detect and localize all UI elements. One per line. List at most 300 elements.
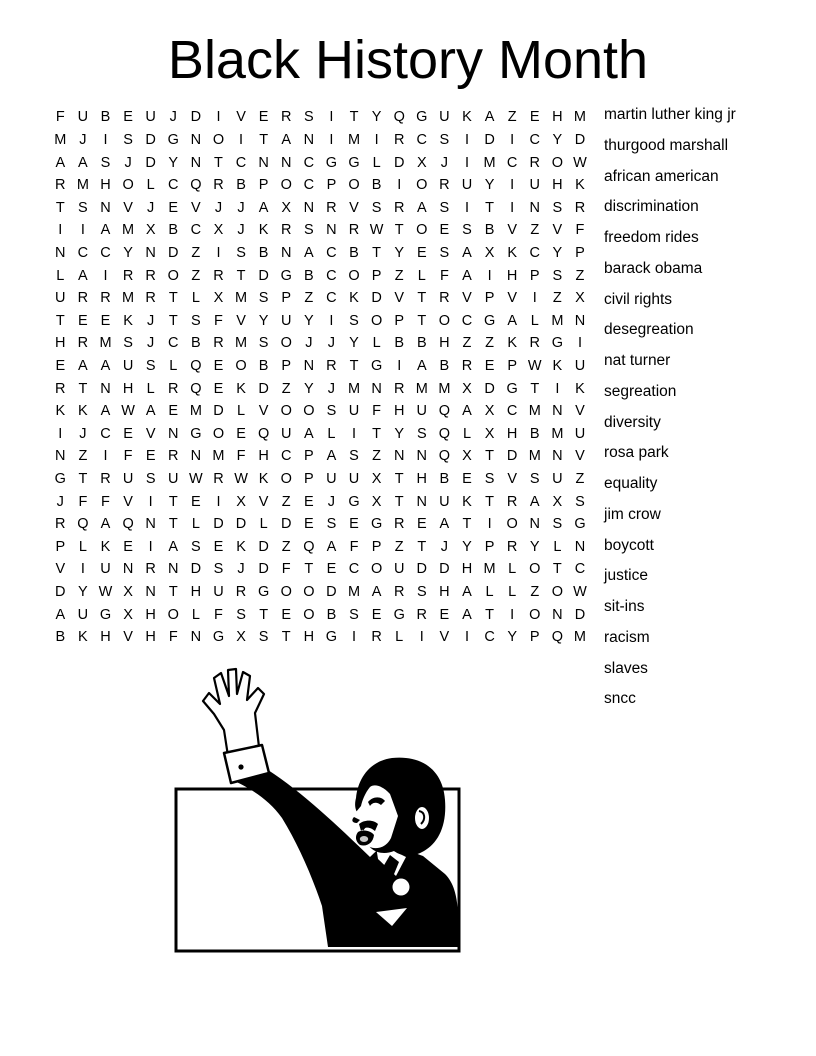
grid-cell: Q (438, 403, 451, 420)
grid-cell: Z (281, 493, 291, 510)
grid-cell: H (55, 335, 66, 352)
grid-cell: P (507, 358, 517, 374)
grid-cell: O (529, 606, 541, 623)
grid-cell: U (55, 290, 66, 307)
grid-cell: A (78, 154, 88, 171)
grid-cell: Y (529, 538, 540, 555)
grid-cell: C (326, 290, 337, 307)
tongue (360, 836, 368, 842)
grid-cell: S (236, 244, 246, 261)
grid-cell: O (235, 358, 247, 374)
grid-cell: W (527, 358, 542, 374)
grid-cell: L (169, 358, 178, 374)
grid-cell: R (122, 267, 134, 284)
grid-cell: Z (394, 538, 404, 555)
grid-cell: M (551, 312, 564, 329)
grid-cell: E (484, 358, 495, 374)
grid-cell: D (258, 267, 269, 284)
grid-cell: I (487, 267, 492, 284)
grid-cell: Q (190, 177, 202, 194)
grid-cell: K (507, 244, 517, 261)
grid-cell: O (348, 177, 360, 194)
grid-cell: F (372, 403, 382, 420)
grid-cell: U (168, 471, 179, 488)
grid-cell: V (258, 493, 269, 510)
grid-cell: M (212, 448, 225, 465)
grid-cell: L (327, 425, 336, 442)
grid-cell: I (352, 425, 357, 442)
grid-cell: F (55, 109, 65, 126)
grid-cell: I (103, 267, 108, 284)
grid-cell: J (214, 199, 223, 216)
grid-cell: Y (78, 584, 88, 601)
grid-cell: C (100, 425, 111, 442)
grid-cell: C (574, 561, 586, 578)
grid-cell: M (415, 380, 428, 397)
grid-cell: Z (575, 267, 585, 284)
grid-cell: E (326, 561, 337, 578)
grid-cell: G (551, 335, 563, 352)
grid-cell: O (303, 606, 315, 623)
grid-cell: Y (349, 335, 359, 352)
grid-cell: G (190, 425, 202, 442)
grid-cell: U (574, 425, 586, 442)
grid-cell: R (168, 380, 179, 397)
grid-cell: N (552, 403, 563, 420)
grid-cell: X (145, 222, 156, 239)
grid-cell: H (552, 177, 563, 194)
grid-cell: T (349, 358, 359, 374)
grid-cell: S (78, 199, 88, 216)
grid-cell: V (575, 448, 585, 465)
grid-cell: S (236, 606, 246, 623)
grid-cell: V (507, 471, 517, 488)
grid-cell: H (190, 584, 202, 601)
grid-cell: Z (304, 290, 314, 307)
grid-cell: P (394, 312, 405, 329)
grid-cell: D (280, 516, 292, 533)
grid-cell: J (79, 131, 87, 148)
ear (414, 806, 430, 830)
grid-cell: R (461, 358, 473, 374)
grid-cell: L (372, 154, 381, 171)
grid-cell: S (349, 312, 359, 329)
word-list-item: nat turner (604, 352, 671, 369)
grid-cell: F (123, 448, 133, 465)
grid-cell: N (145, 584, 156, 601)
grid-cell: U (326, 471, 337, 488)
grid-cell: O (167, 267, 179, 284)
grid-cell: A (303, 244, 314, 261)
grid-cell: J (124, 154, 132, 171)
grid-cell: T (485, 448, 494, 465)
grid-cell: G (280, 267, 292, 284)
grid-cell: I (80, 222, 85, 239)
word-list-item: sit-ins (604, 598, 645, 615)
grid-cell: K (507, 335, 517, 352)
grid-cell: J (169, 109, 177, 126)
grid-cell: P (529, 629, 540, 646)
grid-cell: E (416, 516, 427, 533)
grid-cell: N (371, 380, 382, 397)
grid-cell: O (167, 606, 179, 623)
grid-cell: M (122, 290, 135, 307)
grid-cell: L (146, 380, 155, 397)
grid-cell: I (216, 109, 221, 126)
grid-cell: I (397, 177, 402, 194)
grid-cell: T (485, 493, 494, 510)
grid-cell: L (78, 538, 87, 555)
grid-cell: T (259, 606, 269, 623)
grid-cell: U (122, 471, 134, 488)
grid-cell: J (79, 425, 87, 442)
word-list (604, 104, 736, 719)
grid-cell: H (100, 629, 111, 646)
grid-cell: Y (394, 244, 405, 261)
grid-cell: O (551, 584, 563, 601)
grid-cell: H (303, 629, 315, 646)
grid-cell: Z (78, 448, 88, 465)
grid-cell: R (529, 335, 540, 352)
grid-cell: T (462, 516, 472, 533)
lapel-button (393, 879, 410, 896)
grid-cell: G (416, 109, 428, 126)
grid-cell: J (237, 222, 245, 239)
grid-cell: D (235, 516, 247, 533)
grid-cell: R (77, 335, 89, 352)
grid-cell: L (191, 516, 200, 533)
grid-cell: U (574, 358, 586, 374)
grid-cell: E (213, 358, 224, 374)
grid-cell: T (168, 290, 178, 307)
grid-cell: R (506, 538, 518, 555)
word-list-item: rosa park (604, 444, 669, 462)
grid-cell: J (147, 199, 155, 216)
word-list-item: jim crow (604, 505, 661, 523)
grid-cell: B (394, 335, 405, 352)
grid-cell: M (235, 290, 248, 307)
grid-cell: I (80, 561, 85, 578)
grid-cell: I (58, 425, 63, 442)
grid-cell: L (56, 267, 65, 284)
grid-cell: D (258, 380, 269, 397)
grid-cell: R (213, 177, 224, 194)
grid-cell: W (189, 471, 203, 488)
grid-cell: T (168, 516, 178, 533)
grid-cell: T (417, 312, 427, 329)
word-list-item: martin luther king jr (604, 106, 736, 123)
grid-cell: M (528, 448, 541, 465)
grid-cell: C (484, 629, 495, 646)
grid-cell: R (393, 131, 405, 148)
grid-cell: B (326, 606, 337, 623)
grid-cell: F (439, 267, 449, 284)
grid-cell: D (168, 244, 179, 261)
grid-cell: M (483, 154, 496, 171)
grid-cell: T (372, 425, 382, 442)
grid-cell: X (575, 290, 585, 307)
grid-cell: P (371, 538, 382, 555)
word-list-item: diversity (604, 413, 661, 431)
grid-cell: D (484, 380, 495, 397)
grid-cell: H (461, 561, 473, 578)
word-list-item: desegreation (604, 321, 694, 339)
page-title: Black History Month (167, 30, 649, 90)
grid-cell: P (371, 267, 382, 284)
grid-cell: U (393, 561, 405, 578)
grid-cell: N (416, 448, 428, 465)
grid-cell: X (236, 629, 246, 646)
grid-cell: L (191, 606, 200, 623)
grid-cell: K (349, 290, 359, 307)
grid-cell: M (483, 561, 496, 578)
grid-cell: P (55, 538, 66, 555)
grid-cell: D (145, 154, 156, 171)
grid-cell: K (123, 312, 133, 329)
grid-cell: O (280, 471, 292, 488)
grid-cell: R (213, 267, 224, 284)
grid-cell: R (235, 584, 247, 601)
grid-cell: H (100, 177, 111, 194)
grid-cell: C (168, 335, 179, 352)
grid-cell: X (281, 199, 292, 216)
grid-cell: X (462, 380, 472, 397)
word-list-item: discrimination (604, 198, 699, 216)
grid-cell: D (574, 131, 586, 148)
grid-cell: C (506, 403, 518, 420)
grid-cell: T (55, 312, 65, 329)
grid-cell: E (281, 606, 292, 623)
grid-cell: F (214, 312, 223, 329)
grid-cell: H (506, 425, 518, 442)
grid-cell: A (529, 493, 540, 510)
grid-cell: I (58, 222, 63, 239)
grid-cell: X (371, 493, 382, 510)
grid-cell: J (327, 335, 336, 352)
grid-cell: W (121, 403, 135, 420)
grid-cell: B (191, 335, 201, 352)
grid-cell: C (348, 561, 360, 578)
grid-cell: D (371, 290, 382, 307)
grid-cell: K (55, 403, 66, 420)
grid-cell: M (551, 425, 564, 442)
word-list-item: civil rights (604, 290, 673, 308)
grid-cell: O (303, 584, 315, 601)
grid-cell: I (577, 335, 582, 352)
cuff-button (238, 764, 243, 769)
grid-cell: V (507, 222, 517, 239)
grid-cell: G (258, 584, 270, 601)
grid-cell: Z (552, 290, 562, 307)
grid-cell: C (303, 154, 315, 171)
grid-cell: O (122, 177, 134, 194)
grid-cell: U (213, 584, 224, 601)
grid-cell: X (213, 290, 224, 307)
grid-cell: Y (371, 109, 382, 126)
grid-cell: U (552, 471, 563, 488)
grid-cell: U (122, 358, 134, 374)
grid-cell: R (393, 380, 405, 397)
grid-cell: W (369, 222, 384, 239)
grid-cell: N (574, 312, 586, 329)
grid-cell: H (145, 606, 156, 623)
grid-cell: L (146, 177, 155, 194)
grid-cell: K (258, 222, 269, 239)
grid-cell: U (348, 403, 360, 420)
grid-cell: E (303, 493, 314, 510)
grid-cell: T (281, 629, 291, 646)
grid-cell: N (190, 448, 202, 465)
grid-cell: T (168, 493, 178, 510)
grid-cell: M (54, 131, 67, 148)
grid-cell: N (258, 154, 269, 171)
grid-cell: I (464, 131, 469, 148)
grid-cell: V (145, 425, 156, 442)
grid-cell: N (145, 516, 156, 533)
grid-cell: E (145, 448, 156, 465)
grid-cell: R (77, 290, 89, 307)
grid-cell: U (461, 177, 473, 194)
grid-cell: N (529, 199, 540, 216)
grid-cell: M (347, 584, 361, 601)
grid-cell: Y (303, 380, 314, 397)
grid-cell: T (530, 380, 540, 397)
grid-cell: L (530, 312, 539, 329)
grid-cell: B (303, 267, 314, 284)
grid-cell: L (508, 561, 517, 578)
grid-cell: U (529, 177, 540, 194)
grid-cell: Q (393, 109, 405, 126)
grid-cell: E (439, 222, 450, 239)
grid-cell: Y (258, 312, 269, 329)
grid-cell: I (352, 629, 357, 646)
grid-cell: J (237, 199, 245, 216)
grid-cell: X (462, 448, 472, 465)
grid-cell: M (99, 335, 112, 352)
grid-cell: J (56, 493, 64, 510)
grid-cell: R (213, 335, 224, 352)
grid-cell: R (55, 177, 66, 194)
grid-cell: B (55, 629, 66, 646)
grid-cell: P (303, 448, 314, 465)
grid-cell: O (506, 516, 518, 533)
grid-cell: X (371, 471, 382, 488)
grid-cell: X (552, 493, 563, 510)
grid-cell: G (54, 471, 66, 488)
grid-cell: R (213, 471, 224, 488)
grid-cell: J (327, 380, 336, 397)
word-list-item: freedom rides (604, 229, 699, 246)
grid-cell: Q (258, 425, 270, 442)
grid-cell: M (347, 131, 361, 148)
word-list-item: sncc (604, 690, 636, 708)
grid-cell: L (417, 267, 426, 284)
grid-cell: N (145, 244, 156, 261)
grid-cell: S (439, 131, 450, 148)
grid-cell: D (574, 606, 586, 623)
grid-cell: A (55, 154, 66, 171)
grid-cell: T (168, 584, 178, 601)
grid-cell: U (145, 109, 156, 126)
grid-cell: C (326, 267, 337, 284)
grid-cell: T (417, 290, 427, 307)
grid-cell: M (573, 109, 586, 126)
grid-cell: H (393, 403, 405, 420)
grid-cell: A (100, 403, 111, 420)
grid-cell: N (280, 244, 292, 261)
grid-cell: S (575, 493, 585, 510)
grid-cell: A (371, 584, 382, 601)
grid-cell: A (281, 131, 292, 148)
grid-cell: A (258, 199, 269, 216)
grid-cell: G (167, 131, 179, 148)
grid-cell: T (394, 471, 404, 488)
grid-cell: K (78, 403, 88, 420)
grid-cell: C (416, 131, 428, 148)
grid-cell: S (100, 154, 111, 171)
grid-cell: N (552, 448, 563, 465)
grid-cell: I (374, 131, 379, 148)
grid-cell: I (329, 109, 334, 126)
grid-cell: N (393, 448, 405, 465)
grid-cell: W (573, 154, 587, 171)
grid-cell: O (416, 222, 428, 239)
grid-cell: N (303, 131, 315, 148)
grid-cell: K (552, 358, 563, 374)
grid-cell: R (100, 471, 111, 488)
grid-cell: H (439, 335, 450, 352)
grid-cell: A (100, 358, 111, 374)
grid-cell: N (190, 154, 202, 171)
grid-cell: O (303, 403, 315, 420)
grid-cell: A (145, 403, 156, 420)
grid-cell: Q (77, 516, 89, 533)
grid-cell: Y (507, 629, 517, 646)
grid-cell: A (462, 584, 472, 601)
word-list-item: segreation (604, 382, 677, 400)
grid-cell: X (123, 584, 133, 601)
grid-cell: J (327, 493, 336, 510)
grid-cell: S (349, 448, 359, 465)
grid-cell: G (393, 606, 405, 623)
grid-cell: N (168, 561, 179, 578)
grid-cell: T (168, 312, 178, 329)
grid-cell: S (529, 471, 540, 488)
grid-cell: I (464, 154, 469, 171)
grid-cell: T (485, 199, 494, 216)
grid-cell: V (462, 290, 472, 307)
grid-cell: V (123, 493, 133, 510)
grid-cell: O (212, 425, 225, 442)
grid-cell: V (123, 629, 133, 646)
grid-cell: U (280, 312, 292, 329)
grid-cell: O (416, 177, 428, 194)
grid-cell: N (190, 131, 202, 148)
grid-cell: S (258, 629, 269, 646)
grid-cell: Y (303, 312, 314, 329)
grid-cell: A (416, 358, 427, 374)
grid-cell: E (439, 606, 450, 623)
hand (203, 669, 264, 756)
grid-cell: S (326, 403, 337, 420)
grid-cell: P (303, 471, 314, 488)
grid-cell: D (190, 561, 202, 578)
grid-cell: G (370, 358, 383, 374)
grid-cell: E (236, 425, 246, 442)
grid-cell: Y (462, 538, 472, 555)
grid-cell: K (462, 109, 472, 126)
grid-cell: A (462, 267, 472, 284)
